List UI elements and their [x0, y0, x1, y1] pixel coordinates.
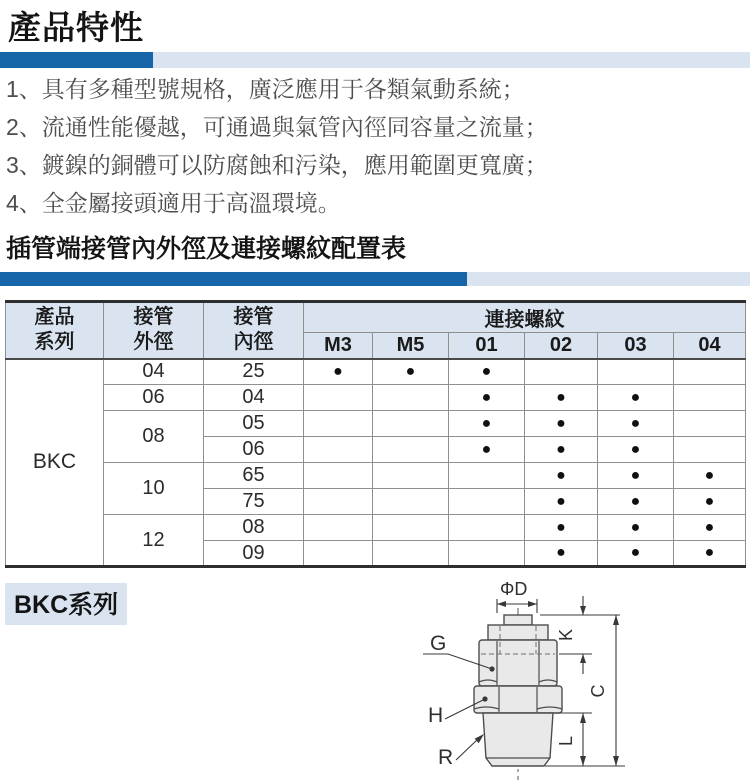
col-header-outer-diameter: 接管 外徑: [104, 302, 204, 359]
dim-c-label: C: [588, 684, 608, 698]
accent-bar-section: [0, 272, 750, 286]
spec-section-title: 插管端接管內外徑及連接螺紋配置表: [6, 235, 407, 263]
col-header-thread-m5: M5: [373, 333, 449, 359]
thread-mark-cell: [449, 515, 525, 541]
thread-mark-cell: ●: [449, 437, 525, 463]
col-header-inner-diameter: 接管 內徑: [204, 302, 304, 359]
thread-mark-cell: ●: [449, 359, 525, 385]
thread-mark-cell: [373, 515, 449, 541]
id-cell: 05: [204, 411, 304, 437]
dimension-l: [555, 713, 592, 766]
accent-bar-light-segment: [467, 272, 750, 286]
id-cell: 09: [204, 541, 304, 567]
thread-mark-cell: [674, 437, 746, 463]
part-label-g: G: [430, 632, 447, 655]
thread-mark-cell: ●: [674, 515, 746, 541]
thread-mark-cell: [373, 489, 449, 515]
fitting-top-hex: [479, 640, 557, 686]
thread-mark-cell: [525, 359, 598, 385]
thread-mark-cell: ●: [304, 359, 373, 385]
fitting-cap: [504, 615, 532, 625]
id-cell: 65: [204, 463, 304, 489]
label-r: [438, 734, 484, 769]
feature-item: 2、流通性能優越，可通過與氣管內徑同容量之流量；: [6, 114, 548, 140]
thread-mark-cell: ●: [449, 385, 525, 411]
part-label-h: H: [428, 704, 444, 727]
thread-mark-cell: [373, 541, 449, 567]
thread-mark-cell: ●: [525, 515, 598, 541]
id-cell: 06: [204, 437, 304, 463]
thread-mark-cell: [304, 463, 373, 489]
thread-mark-cell: ●: [525, 385, 598, 411]
id-cell: 08: [204, 515, 304, 541]
thread-mark-cell: [304, 515, 373, 541]
thread-mark-cell: ●: [598, 385, 674, 411]
thread-mark-cell: [674, 385, 746, 411]
thread-mark-cell: ●: [525, 489, 598, 515]
od-cell: 12: [104, 515, 204, 567]
thread-mark-cell: [304, 411, 373, 437]
feature-item: 3、鍍鎳的銅體可以防腐蝕和污染，應用範圍更寬廣；: [6, 152, 548, 178]
thread-mark-cell: ●: [598, 411, 674, 437]
dim-l-label: L: [556, 735, 576, 747]
thread-mark-cell: ●: [674, 489, 746, 515]
id-cell: 75: [204, 489, 304, 515]
thread-mark-cell: [373, 411, 449, 437]
thread-mark-cell: [674, 411, 746, 437]
feature-item: 4、全金屬接頭適用于高溫環境。: [6, 190, 341, 216]
fitting-collar: [488, 625, 548, 640]
col-header-thread-03: 03: [598, 333, 674, 359]
thread-mark-cell: ●: [598, 541, 674, 567]
od-cell: 04: [104, 359, 204, 385]
col-header-thread-02: 02: [525, 333, 598, 359]
series-cell: BKC: [6, 359, 104, 567]
thread-mark-cell: ●: [674, 463, 746, 489]
accent-bar-dark-segment: [0, 52, 153, 68]
thread-mark-cell: ●: [598, 463, 674, 489]
thread-mark-cell: ●: [674, 541, 746, 567]
accent-bar-dark-segment: [0, 272, 467, 286]
spec-table: [5, 300, 746, 568]
thread-mark-cell: [449, 489, 525, 515]
col-header-thread-01: 01: [449, 333, 525, 359]
thread-mark-cell: ●: [449, 411, 525, 437]
thread-mark-cell: [449, 541, 525, 567]
part-label-r: R: [438, 746, 454, 769]
fitting-technical-drawing: [420, 578, 750, 782]
thread-mark-cell: ●: [598, 515, 674, 541]
dim-k-label: K: [556, 628, 576, 642]
thread-mark-cell: ●: [598, 437, 674, 463]
col-header-thread-04: 04: [674, 333, 746, 359]
feature-item: 1、具有多種型號規格，廣泛應用于各類氣動系統；: [6, 76, 525, 102]
table-row: [6, 359, 746, 385]
series-badge: BKC系列: [5, 583, 127, 625]
id-cell: 25: [204, 359, 304, 385]
dimension-d: [497, 579, 537, 613]
col-header-product-series: 產品 系列: [6, 302, 104, 359]
accent-bar-light-segment: [153, 52, 750, 68]
thread-mark-cell: ●: [525, 437, 598, 463]
od-cell: 10: [104, 463, 204, 515]
col-header-thread-m3: M3: [304, 333, 373, 359]
thread-mark-cell: [304, 541, 373, 567]
thread-mark-cell: [373, 463, 449, 489]
thread-mark-cell: ●: [525, 541, 598, 567]
table-row: [6, 411, 746, 437]
fitting-body: [474, 615, 562, 766]
thread-mark-cell: ●: [373, 359, 449, 385]
thread-mark-cell: ●: [598, 489, 674, 515]
od-cell: 06: [104, 385, 204, 411]
thread-mark-cell: [373, 437, 449, 463]
dim-d-label: ΦD: [500, 579, 528, 599]
thread-mark-cell: [304, 437, 373, 463]
thread-mark-cell: [373, 385, 449, 411]
thread-mark-cell: [304, 385, 373, 411]
thread-mark-cell: [598, 359, 674, 385]
page-title: 產品特性: [8, 9, 144, 46]
table-row: [6, 463, 746, 489]
thread-mark-cell: [674, 359, 746, 385]
thread-mark-cell: ●: [525, 411, 598, 437]
thread-mark-cell: [449, 463, 525, 489]
table-row: [6, 385, 746, 411]
od-cell: 08: [104, 411, 204, 463]
feature-list: [6, 70, 748, 222]
thread-mark-cell: ●: [525, 463, 598, 489]
id-cell: 04: [204, 385, 304, 411]
col-header-thread-group: 連接螺紋: [304, 302, 746, 333]
thread-mark-cell: [304, 489, 373, 515]
table-row: [6, 515, 746, 541]
accent-bar-top: [0, 52, 750, 68]
